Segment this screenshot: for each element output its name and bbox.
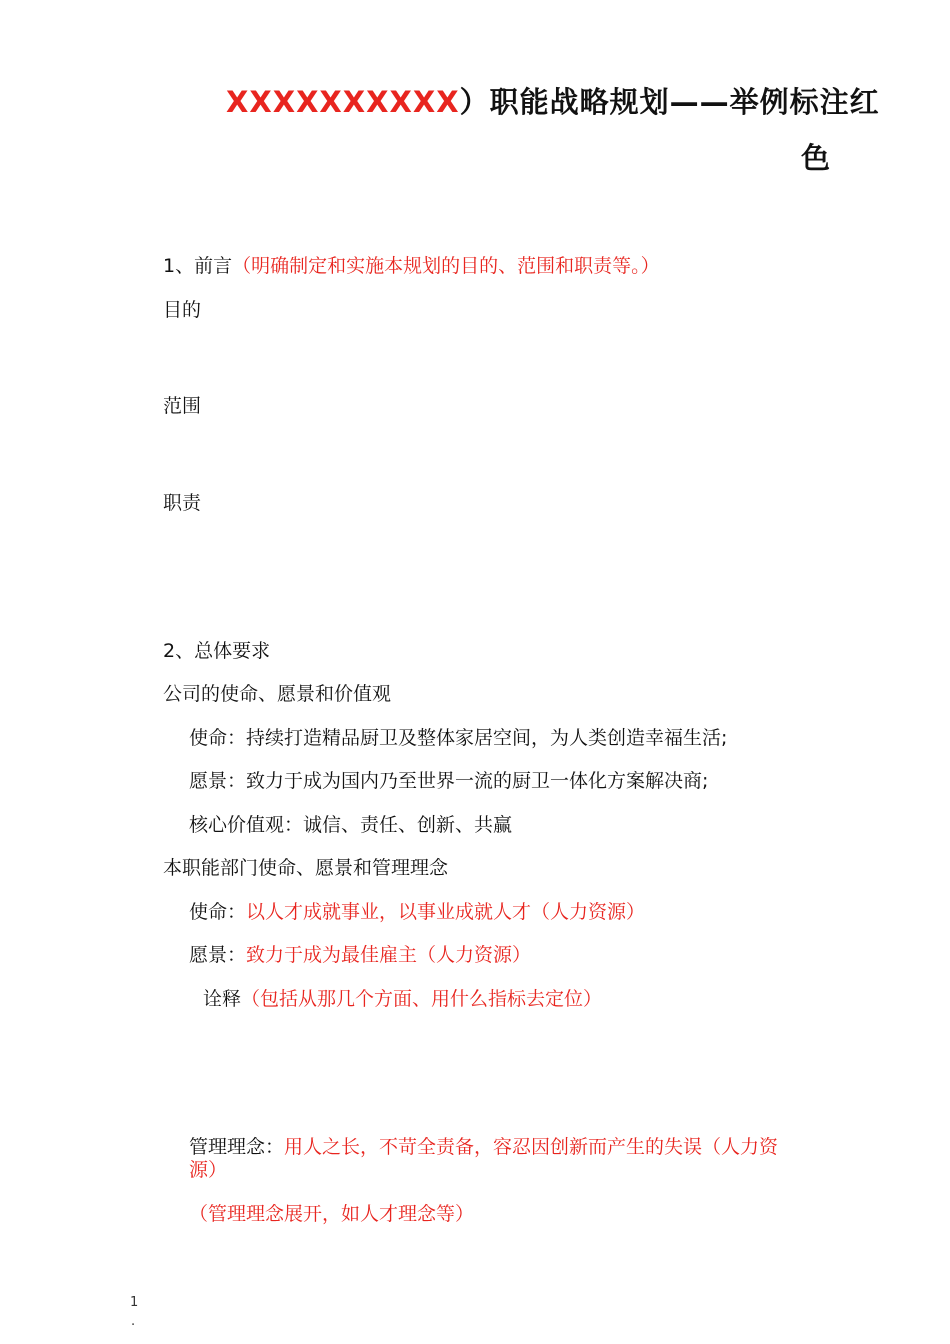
dept-mission-value: 以人才成就事业，以事业成就人才（人力资源） [246,901,646,923]
dept-vision-value: 致力于成为最佳雇主（人力资源） [246,944,532,966]
philosophy-label: 管理理念： [189,1136,285,1158]
philosophy-value: 用人之长，不苛全责备，容忍因创新而产生的失误（人力资 [284,1136,779,1158]
document-title [226,80,880,121]
item-scope: 范围 [163,395,202,417]
interpretation [203,987,602,1011]
company-vision: 愿景：致力于成为国内乃至世界一流的厨卫一体化方案解决商; [189,770,709,792]
dept-heading: 本职能部门使命、愿景和管理理念 [163,857,449,879]
dept-mission [189,900,645,924]
philosophy [189,1135,778,1159]
dept-vision [189,943,531,967]
philosophy-wrap: 源） [189,1159,228,1181]
title-wrap: 色 [801,141,832,175]
dept-mission-label: 使命： [189,901,247,923]
company-mission: 使命：持续打造精品厨卫及整体家居空间，为人类创造幸福生活; [189,727,728,749]
page-number: 1 [130,1295,139,1310]
title-text: ）职能战略规划——举例标注红 [459,85,880,119]
item-responsibility: 职责 [163,492,202,514]
company-values: 核心价值观：诚信、责任、创新、共赢 [189,814,513,836]
section1-note: （明确制定和实施本规划的目的、范围和职责等。） [232,255,660,277]
company-heading: 公司的使命、愿景和价值观 [163,683,392,705]
philosophy-note: （管理理念展开，如人才理念等） [189,1203,475,1225]
section1-heading-line [163,254,660,278]
item-purpose: 目的 [163,299,202,321]
interpret-label: 诠释 [203,988,242,1010]
section2-heading: 2、总体要求 [163,640,271,662]
dept-vision-label: 愿景： [189,944,247,966]
interpret-value: （包括从那几个方面、用什么指标去定位） [241,988,603,1010]
title-placeholder: XXXXXXXXXX [226,85,460,119]
section1-heading: 1、前言 [163,255,233,277]
page-dot: . [131,1314,136,1329]
